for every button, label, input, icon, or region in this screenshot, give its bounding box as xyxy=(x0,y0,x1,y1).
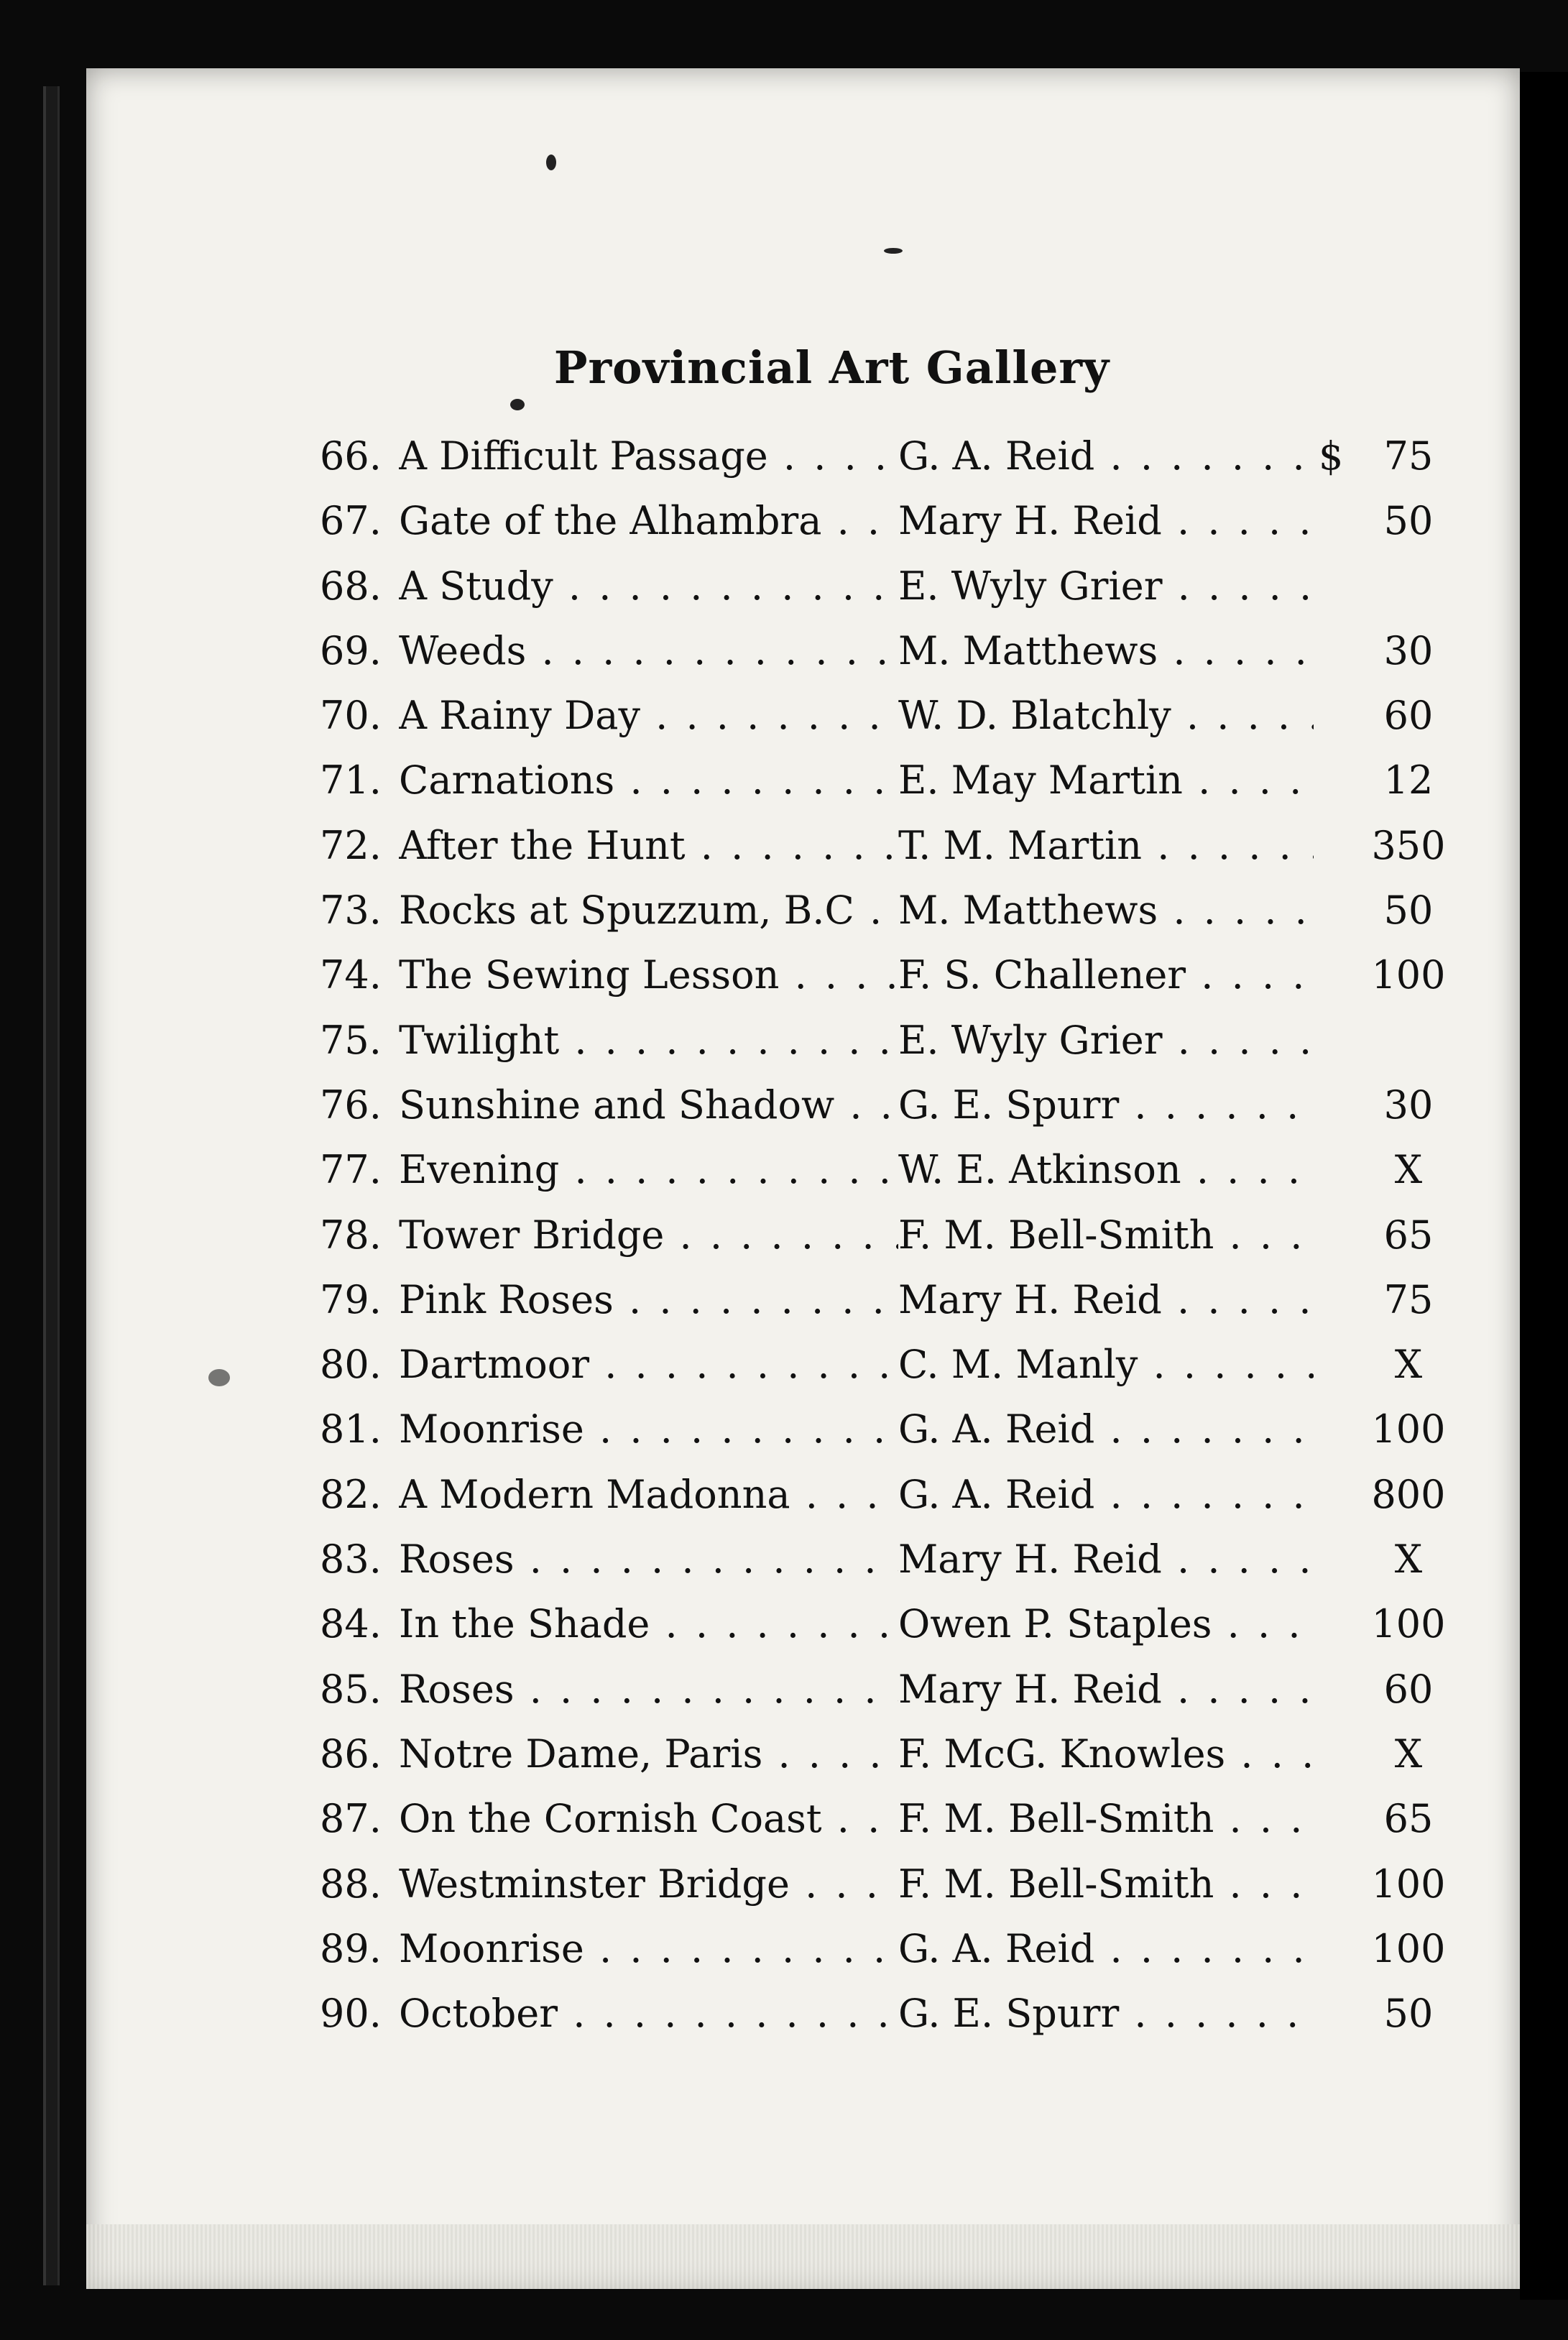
artist-name: E. May Martin . . . xyxy=(898,748,1314,813)
entry-number: 75. xyxy=(320,1017,382,1063)
artwork-title: Moonrise . . . xyxy=(399,1397,898,1462)
artwork-title: Carnations . . . xyxy=(399,748,898,813)
artwork-title: Tower Bridge . . . xyxy=(399,1203,898,1268)
artwork-title: Moonrise . . . xyxy=(399,1917,898,1981)
entry-number: 90. xyxy=(320,1991,382,2037)
artwork-title: Westminster Bridge . . . xyxy=(399,1852,898,1917)
artist-name: Mary H. Reid . . . xyxy=(898,1527,1314,1592)
artist-name: F. S. Challener . . . xyxy=(898,943,1314,1008)
page-right-edge xyxy=(1520,72,1568,2300)
artwork-price: 60 xyxy=(1383,1666,1434,1712)
entry-number: 86. xyxy=(320,1731,382,1777)
artist-name: G. E. Spurr . . . xyxy=(898,1981,1314,2046)
artwork-price: 12 xyxy=(1383,757,1434,803)
list-item xyxy=(320,943,1505,1008)
artist-name: M. Matthews . . . xyxy=(898,619,1314,683)
artwork-price: 100 xyxy=(1371,1925,1446,1971)
artwork-price: X xyxy=(1394,1342,1423,1388)
artwork-title: A Modern Madonna . . . xyxy=(399,1462,898,1527)
entry-number: 71. xyxy=(320,757,382,803)
list-item xyxy=(320,1657,1505,1722)
artist-name: M. Matthews . . . xyxy=(898,878,1314,943)
artist-name: F. McG. Knowles . . . xyxy=(898,1722,1314,1787)
entry-number: 74. xyxy=(320,952,382,998)
artwork-price: 100 xyxy=(1371,1601,1446,1647)
list-item xyxy=(320,1462,1505,1527)
entry-number: 72. xyxy=(320,822,382,868)
artwork-title: Weeds . . . xyxy=(399,619,898,683)
entry-number: 82. xyxy=(320,1471,382,1517)
artist-name: G. A. Reid . . . xyxy=(898,1397,1314,1462)
entry-number: 85. xyxy=(320,1666,382,1712)
list-item xyxy=(320,1981,1505,2046)
artwork-title: Evening . . . xyxy=(399,1138,898,1202)
list-item xyxy=(320,1073,1505,1138)
artist-name: Mary H. Reid . . . xyxy=(898,1268,1314,1332)
artwork-title: Twilight . . . xyxy=(399,1008,898,1073)
list-item xyxy=(320,424,1505,489)
artwork-price: 100 xyxy=(1371,1406,1446,1452)
artwork-price: 100 xyxy=(1371,1861,1446,1907)
entry-number: 87. xyxy=(320,1796,382,1842)
artwork-price: 30 xyxy=(1383,1082,1434,1128)
artwork-title: A Study . . . xyxy=(399,554,898,619)
artwork-price: 350 xyxy=(1371,822,1446,868)
entry-number: 79. xyxy=(320,1276,382,1322)
list-item xyxy=(320,683,1505,748)
artwork-title: A Difficult Passage . . . xyxy=(399,424,898,489)
entry-number: 68. xyxy=(320,563,382,609)
artwork-title: The Sewing Lesson . . . xyxy=(399,943,898,1008)
artist-name: G. E. Spurr . . . xyxy=(898,1073,1314,1138)
list-item xyxy=(320,1592,1505,1657)
artist-name: Mary H. Reid . . . xyxy=(898,1657,1314,1722)
artwork-price: 65 xyxy=(1383,1796,1434,1842)
entry-number: 84. xyxy=(320,1601,382,1647)
artist-name: G. A. Reid . . . xyxy=(898,424,1314,489)
list-item xyxy=(320,748,1505,813)
artist-name: F. M. Bell-Smith . . . xyxy=(898,1203,1314,1268)
artwork-price: X xyxy=(1394,1731,1423,1777)
list-item xyxy=(320,1397,1505,1462)
artwork-title: On the Cornish Coast . . . xyxy=(399,1787,898,1851)
list-item xyxy=(320,1008,1505,1073)
ink-speck xyxy=(208,1369,230,1386)
list-item xyxy=(320,878,1505,943)
artist-name: C. M. Manly . . . xyxy=(898,1332,1314,1397)
list-item xyxy=(320,1332,1505,1397)
artwork-price: 30 xyxy=(1383,627,1434,673)
entry-number: 88. xyxy=(320,1861,382,1907)
entry-number: 89. xyxy=(320,1925,382,1971)
artist-name: G. A. Reid . . . xyxy=(898,1462,1314,1527)
entry-number: 69. xyxy=(320,627,382,673)
artist-name: E. Wyly Grier . . . xyxy=(898,554,1314,619)
list-item xyxy=(320,1722,1505,1787)
artwork-title: Dartmoor . . . xyxy=(399,1332,898,1397)
entry-number: 78. xyxy=(320,1212,382,1258)
list-item xyxy=(320,619,1505,683)
currency-symbol: $ xyxy=(1319,433,1344,479)
entry-number: 83. xyxy=(320,1537,382,1583)
list-item xyxy=(320,1527,1505,1592)
artwork-title: Notre Dame, Paris . . . xyxy=(399,1722,898,1787)
entry-number: 67. xyxy=(320,498,382,544)
artwork-title: October . . . xyxy=(399,1981,898,2046)
artwork-price: 50 xyxy=(1383,1991,1434,2037)
list-item xyxy=(320,1852,1505,1917)
entry-number: 73. xyxy=(320,888,382,934)
artist-name: F. M. Bell-Smith . . . xyxy=(898,1852,1314,1917)
artwork-price: X xyxy=(1394,1147,1423,1193)
ink-speck xyxy=(546,155,556,170)
list-item xyxy=(320,489,1505,553)
list-item xyxy=(320,1203,1505,1268)
artwork-price: 60 xyxy=(1383,693,1434,739)
list-item xyxy=(320,1917,1505,1981)
artwork-title: Roses . . . xyxy=(399,1527,898,1592)
ink-speck xyxy=(510,399,525,410)
artwork-list xyxy=(320,424,1505,2046)
entry-number: 77. xyxy=(320,1147,382,1193)
artist-name: Mary H. Reid . . . xyxy=(898,489,1314,553)
book-binding xyxy=(43,86,60,2285)
artist-name: F. M. Bell-Smith . . . xyxy=(898,1787,1314,1851)
artwork-title: Sunshine and Shadow . . . xyxy=(399,1073,898,1138)
artist-name: T. M. Martin . . . xyxy=(898,814,1314,878)
artist-name: Owen P. Staples . . . xyxy=(898,1592,1314,1657)
artwork-title: Roses . . . xyxy=(399,1657,898,1722)
artwork-title: In the Shade . . . xyxy=(399,1592,898,1657)
artwork-title: A Rainy Day . . . xyxy=(399,683,898,748)
page-title: Provincial Art Gallery xyxy=(553,341,1110,394)
artwork-price: 75 xyxy=(1383,1276,1434,1322)
artist-name: E. Wyly Grier . . . xyxy=(898,1008,1314,1073)
page-bottom-scuff xyxy=(86,2224,1520,2289)
catalogue-page xyxy=(86,68,1520,2289)
list-item xyxy=(320,814,1505,878)
artist-name: G. A. Reid . . . xyxy=(898,1917,1314,1981)
list-item xyxy=(320,1787,1505,1851)
artwork-price: 100 xyxy=(1371,952,1446,998)
artwork-price: 75 xyxy=(1383,433,1434,479)
artwork-price: 50 xyxy=(1383,498,1434,544)
artwork-title: After the Hunt . . . xyxy=(399,814,898,878)
artwork-title: Gate of the Alhambra . . . xyxy=(399,489,898,553)
artist-name: W. E. Atkinson . . . xyxy=(898,1138,1314,1202)
list-item xyxy=(320,1138,1505,1202)
artwork-price: X xyxy=(1394,1537,1423,1583)
entry-number: 80. xyxy=(320,1342,382,1388)
entry-number: 70. xyxy=(320,693,382,739)
ink-speck xyxy=(884,248,903,254)
artwork-title: Pink Roses . . . xyxy=(399,1268,898,1332)
artwork-price: 800 xyxy=(1371,1471,1446,1517)
artwork-price: 50 xyxy=(1383,888,1434,934)
artwork-price: 65 xyxy=(1383,1212,1434,1258)
entry-number: 81. xyxy=(320,1406,382,1452)
entry-number: 66. xyxy=(320,433,382,479)
list-item xyxy=(320,554,1505,619)
entry-number: 76. xyxy=(320,1082,382,1128)
list-item xyxy=(320,1268,1505,1332)
artist-name: W. D. Blatchly . . . xyxy=(898,683,1314,748)
artwork-title: Rocks at Spuzzum, B.C . . . xyxy=(399,878,898,943)
